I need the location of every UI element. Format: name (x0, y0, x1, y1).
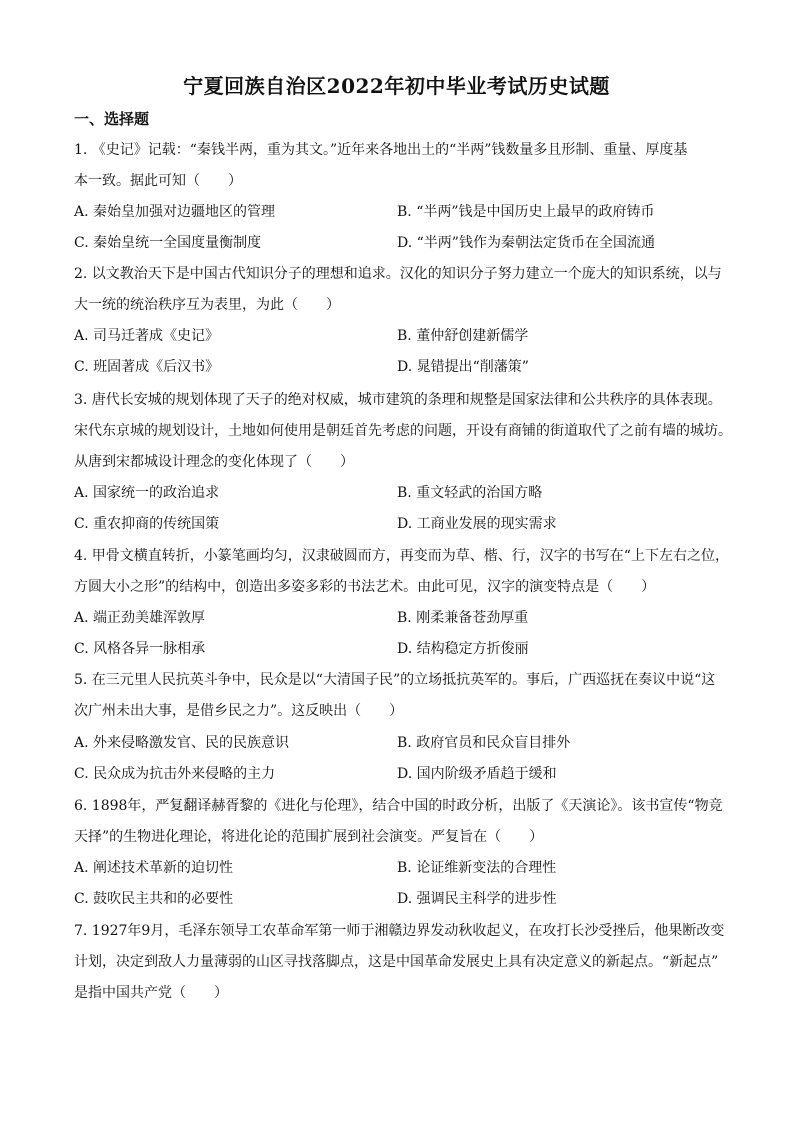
question-6-line-1: 6. 1898年，严复翻译赫胥黎的《进化与伦理》，结合中国的时政分析，出版了《天演论》。该书宣传“物竞 (74, 798, 723, 814)
question-7-line-2: 计划，决定到敌人力量薄弱的山区寻找落脚点，这是中国革命发展史上具有决定意义的新起点。“新起点” (74, 954, 719, 970)
question-6-option-c: C. 鼓吹民主共和的必要性 (74, 891, 234, 907)
question-1-option-b: B. “半两”钱是中国历史上最早的政府铸币 (397, 204, 655, 220)
question-3-line-3: 从唐到宋都城设计理念的变化体现了（ ） (74, 454, 354, 470)
question-1-option-a: A. 秦始皇加强对边疆地区的管理 (74, 204, 276, 220)
question-4-option-c: C. 风格各异一脉相承 (74, 641, 206, 657)
question-4-option-d: D. 结构稳定方折俊丽 (397, 641, 529, 657)
question-6-option-a: A. 阐述技术革新的迫切性 (74, 860, 234, 876)
question-4-option-b: B. 刚柔兼备苍劲厚重 (397, 610, 529, 626)
question-5-option-d: D. 国内阶级矛盾趋于缓和 (397, 766, 557, 782)
question-7-line-3: 是指中国共产党（ ） (74, 985, 228, 1001)
question-4-option-a: A. 端正劲美雄浑敦厚 (74, 610, 206, 626)
question-1-line-2: 本一致。据此可知（ ） (74, 173, 242, 189)
question-5-option-c: C. 民众成为抗击外来侵略的主力 (74, 766, 276, 782)
question-4-line-2: 方圆大小之形”的结构中，创造出多姿多彩的书法艺术。由此可见，汉字的演变特点是（ ） (74, 579, 656, 595)
question-3-line-2: 宋代东京城的规划设计，土地如何使用是朝廷首先考虑的问题，开设有商铺的街道取代了之前有墙的城坊。 (74, 423, 732, 439)
page-title: 宁夏回族自治区2022年初中毕业考试历史试题 (183, 74, 610, 98)
question-2-option-a: A. 司马迁著成《史记》 (74, 328, 220, 344)
question-2-option-d: D. 晁错提出“削藩策” (397, 359, 529, 375)
question-3-line-1: 3. 唐代长安城的规划体现了天子的绝对权威，城市建筑的条理和规整是国家法律和公共秩序的具体表现。 (74, 392, 722, 408)
question-6-line-2: 天择”的生物进化理论，将进化论的范围扩展到社会演变。严复旨在（ ） (74, 829, 544, 845)
question-5-line-1: 5. 在三元里人民抗英斗争中，民众是以“大清国子民”的立场抵抗英军的。事后，广西巡抚在奏议中说“这 (74, 672, 716, 688)
question-3-option-a: A. 国家统一的政治追求 (74, 485, 220, 501)
question-7-line-1: 7. 1927年9月，毛泽东领导工农革命军第一师于湘赣边界发动秋收起义，在攻打长沙受挫后，他果断改变 (74, 923, 725, 939)
question-5-option-b: B. 政府官员和民众盲目排外 (397, 735, 571, 751)
question-4-line-1: 4. 甲骨文横直转折，小篆笔画均匀，汉隶破圆而方，再变而为草、楷、行，汉字的书写在“上下左右之位， (74, 548, 729, 564)
question-1-line-1: 1. 《史记》记载：“秦钱半两，重为其文。”近年来各地出土的“半两”钱数量多且形制、重量、厚度基 (74, 142, 688, 158)
question-1-option-c: C. 秦始皇统一全国度量衡制度 (74, 235, 262, 251)
question-2-line-2: 大一统的统治秩序互为表里，为此（ ） (74, 297, 340, 313)
question-1-option-d: D. “半两”钱作为秦朝法定货币在全国流通 (397, 235, 655, 251)
question-2-line-1: 2. 以文教治天下是中国古代知识分子的理想和追求。汉化的知识分子努力建立一个庞大的知识系统，以与 (74, 266, 722, 282)
question-3-option-d: D. 工商业发展的现实需求 (397, 516, 557, 532)
question-3-option-c: C. 重农抑商的传统国策 (74, 516, 220, 532)
question-6-option-d: D. 强调民主科学的进步性 (397, 891, 557, 907)
question-6-option-b: B. 论证维新变法的合理性 (397, 860, 557, 876)
question-2-option-b: B. 董仲舒创建新儒学 (397, 328, 529, 344)
question-5-option-a: A. 外来侵略激发官、民的民族意识 (74, 735, 290, 751)
section-heading: 一、选择题 (74, 110, 150, 128)
question-2-option-c: C. 班固著成《后汉书》 (74, 359, 220, 375)
question-5-line-2: 次广州未出大事，是借乡民之力”。这反映出（ ） (74, 703, 404, 719)
question-3-option-b: B. 重文轻武的治国方略 (397, 485, 543, 501)
